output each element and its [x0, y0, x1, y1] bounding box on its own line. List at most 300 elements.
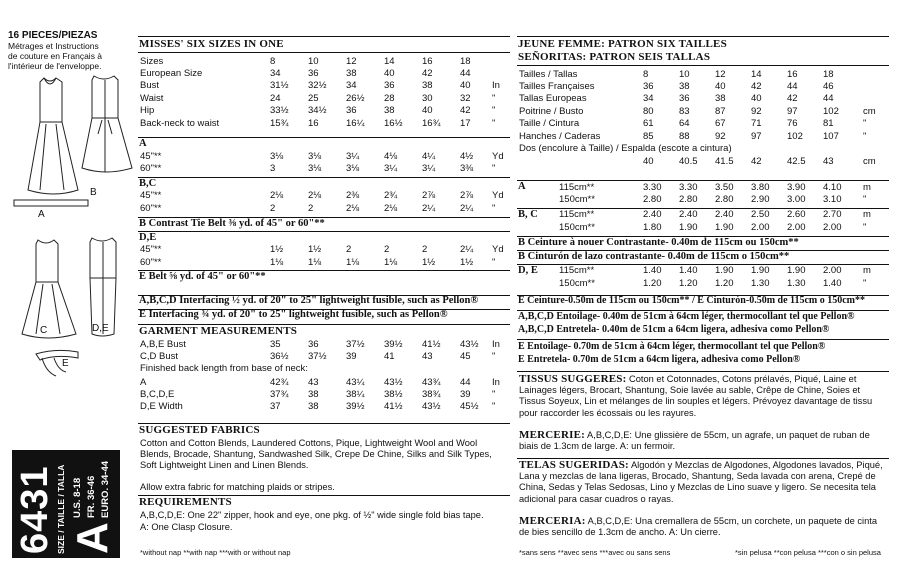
table-cell: 16: [308, 117, 319, 129]
table-cell: 43¼: [346, 376, 365, 388]
size-label: SIZE / TAILLE / TALLA: [56, 464, 66, 554]
yardage-table: [140, 190, 512, 215]
table-cell: 41: [384, 351, 395, 363]
table-cell: 38: [308, 389, 319, 401]
table-row: [140, 338, 512, 350]
table-cell: 3: [270, 163, 276, 175]
table-cell: 97: [787, 105, 798, 117]
table-cell: 2.60: [787, 209, 806, 221]
table-row: [140, 105, 512, 117]
table-row: [559, 265, 889, 277]
table-cell: 42: [751, 81, 762, 93]
table-cell: 42: [751, 155, 762, 167]
table-row: [559, 209, 889, 221]
table-cell: 3.30: [643, 181, 662, 193]
table-row: [140, 350, 512, 362]
table-cell: 3.10: [823, 194, 842, 206]
table-cell: [492, 67, 512, 79]
table-cell: 36: [346, 105, 357, 117]
table-cell: 34: [346, 80, 357, 92]
table-cell: 2.00: [823, 265, 842, 277]
garment-sketches: [6, 72, 134, 402]
table-cell: 92: [751, 105, 762, 117]
table-cell: 3¼: [384, 163, 398, 175]
jeune-title-es: SEÑORITAS: PATRON SEIS TALLAS: [518, 51, 711, 63]
table-cell: 42¾: [270, 376, 289, 388]
table-cell: 1½: [422, 256, 436, 268]
table-cell: 46: [823, 81, 834, 93]
view-label: A: [518, 181, 526, 192]
table-cell: 12: [346, 55, 357, 67]
table-cell: 81: [823, 118, 834, 130]
table-cell: 14: [384, 55, 395, 67]
row-label: B,C,D,E: [140, 389, 175, 401]
table-cell: 32: [460, 92, 471, 104]
table-row: [140, 388, 512, 400]
table-cell: 38: [422, 80, 433, 92]
table-row: [519, 105, 889, 117]
fabric-width: 60"**: [140, 202, 162, 214]
table-cell: 43½: [384, 376, 403, 388]
table-cell: 14: [751, 68, 762, 80]
table-cell: 88: [679, 130, 690, 142]
table-cell: 1⅛: [384, 256, 398, 268]
table-cell: 1⅛: [346, 256, 360, 268]
table-cell: 97: [751, 130, 762, 142]
table-row: [140, 67, 512, 79]
table-cell: 41½: [422, 338, 441, 350]
row-label: Tailles Françaises: [519, 81, 595, 93]
table-cell: 3⅛: [346, 163, 360, 175]
table-cell: 16¾: [422, 117, 441, 129]
table-row: [140, 80, 512, 92]
euro-sizes: EURO. 34-44: [100, 460, 111, 518]
row-label: Back-neck to waist: [140, 117, 220, 129]
table-cell: 36: [643, 81, 654, 93]
view-label: B Ceinture à nouer Contrastante- 0.40m de 115cm ou 150cm**: [518, 236, 799, 248]
table-cell: 1.90: [715, 221, 734, 233]
table-cell: 3⅛: [270, 150, 284, 162]
table-cell: Yd: [492, 244, 504, 256]
entretela-abcd: A,B,C,D Entretela- 0.40m de 51cm a 64cm ligera, adhesiva como Pellon®: [518, 324, 830, 335]
table-cell: 87: [715, 105, 726, 117]
entretela-e: E Entretela- 0.70m de 51cm a 64cm ligera, adhesiva como Pellon®: [518, 354, 801, 365]
table-cell: ": [863, 130, 867, 142]
table-row: [519, 130, 889, 142]
entoilage-e: E Entoilage- 0.70m de 51cm à 64cm léger, thermocollant tel que Pellon®: [518, 341, 826, 352]
view-label: E Belt ⅝ yd. of 45" or 60"**: [139, 271, 266, 283]
row-label: [519, 155, 643, 167]
table-cell: 36: [308, 338, 319, 350]
table-cell: m: [863, 181, 871, 193]
table-row: [140, 190, 512, 202]
table-cell: 2.90: [751, 194, 770, 206]
table-cell: 24: [270, 92, 281, 104]
table-cell: 1.90: [679, 221, 698, 233]
table-cell: 39½: [346, 401, 365, 413]
table-cell: 76: [787, 118, 798, 130]
table-cell: 28: [384, 92, 395, 104]
table-cell: 44: [460, 376, 471, 388]
us-sizes: U.S. 8-18: [72, 477, 83, 518]
rule: [517, 339, 889, 340]
table-cell: 1⅛: [270, 256, 284, 268]
table-cell: [863, 68, 889, 80]
table-cell: 1.30: [751, 277, 770, 289]
table-cell: 39: [460, 389, 471, 401]
mercerie-text: A,B,C,D,E: Une glissière de 55cm, un agrafe, un paquet de ruban de biais de 1.3cm de large. A: un fermoir.: [519, 430, 870, 452]
table-cell: ": [492, 351, 496, 363]
table-cell: 2: [384, 244, 390, 256]
tissus-suggeres: [519, 374, 889, 419]
merceria-title: MERCERIA:: [519, 515, 586, 527]
table-cell: 3.50: [715, 181, 734, 193]
entoilage-abcd: A,B,C,D Entoilage- 0.40m de 51cm à 64cm léger, thermocollant tel que Pellon®: [518, 311, 855, 322]
table-cell: 40: [751, 93, 762, 105]
table-cell: 42.5: [787, 155, 806, 167]
table-row: [140, 202, 512, 214]
table-cell: 36: [384, 80, 395, 92]
table-cell: 85: [643, 130, 654, 142]
merceria-text: A,B,C,D,E: Una cremallera de 55cm, un corchete, un paquete de cinta de bies sencillo de 1.3cm de ancho. A: Un cierre.: [519, 516, 878, 538]
requirements-a: A: One Clasp Closure.: [140, 522, 233, 532]
requirements-title: REQUIREMENTS: [139, 496, 232, 508]
row-label: D,E Width: [140, 401, 183, 413]
fr-sizes: FR. 36-46: [86, 475, 97, 518]
fabric-width: 45"**: [140, 150, 162, 162]
view-label: A: [139, 138, 147, 149]
telas-sugeridas: [519, 460, 889, 505]
figure-label-b: B: [90, 187, 97, 198]
table-cell: 80: [643, 105, 654, 117]
table-cell: 1.90: [751, 265, 770, 277]
table-cell: 10: [308, 55, 319, 67]
table-cell: ": [863, 277, 867, 289]
view-label: B, C: [518, 208, 538, 220]
table-cell: 12: [715, 68, 726, 80]
table-cell: 16¼: [346, 117, 365, 129]
table-cell: 1.40: [643, 265, 662, 277]
table-cell: 43: [308, 376, 319, 388]
view-a-sketch: [28, 78, 78, 194]
jeune-size-table: [519, 68, 889, 142]
table-cell: 38: [384, 105, 395, 117]
table-cell: 45: [460, 351, 471, 363]
view-de-sketch: [90, 238, 116, 336]
table-cell: 2: [308, 202, 314, 214]
table-cell: 36: [308, 68, 319, 80]
table-cell: 34: [270, 68, 281, 80]
table-cell: 34: [643, 93, 654, 105]
table-cell: 1½: [308, 244, 322, 256]
pieces-count: 16 PIECES/PIEZAS: [8, 30, 98, 41]
table-cell: 38: [715, 93, 726, 105]
row-label: Tallas Europeas: [519, 93, 587, 105]
table-cell: 36½: [270, 351, 289, 363]
table-row: [519, 80, 889, 92]
table-cell: 2¼: [460, 202, 474, 214]
view-label: B Contrast Tie Belt ⅜ yd. of 45" or 60"**: [139, 217, 325, 229]
telas-text: Algodón y Mezclas de Algodones, Algodones lavados, Piqué, Lana y mezclas de lana ligeras, Brocado, Shantung, Seda lavada con arena, Crepé de China, Sedas y Telas Sedosas, Lino y Mezclas de Lino suave y ligero. Se necesita tela adicional para casar cuadros o rayas.: [519, 460, 883, 504]
garment-measurements-title: GARMENT MEASUREMENTS: [139, 325, 298, 337]
table-cell: 2¼: [422, 202, 436, 214]
table-cell: 37½: [346, 338, 365, 350]
requirements-abcde: A,B,C,D,E: One 22" zipper, hook and eye, one pkg. of ½" wide single fold bias tape.: [140, 510, 484, 520]
view-label: B,C: [139, 177, 157, 189]
table-cell: 4⅛: [384, 150, 398, 162]
figure-label-de: D,E: [92, 323, 109, 334]
table-row: [140, 162, 512, 174]
rule: [517, 371, 889, 372]
fabric-width: 45"**: [140, 244, 162, 256]
row-label: Taille / Cintura: [519, 118, 580, 130]
table-cell: ": [863, 221, 867, 233]
table-cell: 15¾: [270, 117, 289, 129]
dos-table: [519, 155, 889, 167]
table-cell: 83: [679, 105, 690, 117]
mercerie: [519, 430, 889, 452]
yardage-table: [140, 244, 512, 269]
table-row: [519, 118, 889, 130]
table-cell: 2.70: [823, 209, 842, 221]
table-cell: In: [492, 80, 500, 92]
row-label: C,D Bust: [140, 351, 179, 363]
jeune-title-fr: JEUNE FEMME: PATRON SIX TAILLES: [518, 38, 727, 50]
table-cell: 2.40: [643, 209, 662, 221]
table-cell: 38½: [384, 389, 403, 401]
view-label: B Cinturón de lazo contrastante- 0.40m de 115cm o 150cm**: [518, 250, 790, 262]
row-label: Waist: [140, 92, 164, 104]
table-cell: 2⅞: [422, 190, 436, 202]
table-cell: 71: [751, 118, 762, 130]
table-cell: 8: [270, 55, 276, 67]
table-cell: 44: [787, 81, 798, 93]
table-cell: 43: [422, 351, 433, 363]
table-cell: 45½: [460, 401, 479, 413]
row-label: Poitrine / Busto: [519, 105, 584, 117]
fabric-width: 115cm**: [559, 209, 595, 221]
table-cell: 42: [787, 93, 798, 105]
table-cell: 43¾: [422, 376, 441, 388]
table-cell: 2.80: [715, 194, 734, 206]
table-row: [519, 68, 889, 80]
fabric-width: 115cm**: [559, 181, 595, 193]
table-row: [140, 244, 512, 256]
fabrics-note: Allow extra fabric for matching plaids or stripes.: [140, 482, 335, 492]
ceinture-line: E Ceinture-0.50m de 115cm ou 150cm** / E Cinturón-0.50m de 115cm o 150cm**: [518, 295, 866, 306]
table-cell: 44: [823, 93, 834, 105]
rule: [138, 231, 510, 232]
table-cell: 39½: [384, 338, 403, 350]
fabric-width: 60"**: [140, 163, 162, 175]
table-cell: 26½: [346, 92, 365, 104]
table-cell: 10: [679, 68, 690, 80]
table-cell: 2.40: [715, 209, 734, 221]
fabric-width: 150cm**: [559, 194, 595, 206]
rule: [138, 137, 510, 138]
table-cell: 37: [270, 401, 281, 413]
table-cell: 3⅛: [308, 163, 322, 175]
table-cell: 18: [823, 68, 834, 80]
table-cell: 102: [823, 105, 839, 117]
size-range-letter: A: [68, 522, 117, 554]
table-cell: 44: [460, 68, 471, 80]
garment-measurements-table: [140, 338, 512, 363]
table-row: [559, 181, 889, 193]
table-row: [140, 150, 512, 162]
table-cell: In: [492, 376, 500, 388]
table-cell: 17: [460, 117, 471, 129]
table-cell: ": [492, 163, 496, 175]
tissus-text: Coton et Cotonnades, Cotons prélavés, Piqué, Laine et Lainages légers, Brocart, Shantung, Soie lavée au sable, Crêpe de Chine, Soies et Tissus Soyeux, Lin et mélanges de lin souples et légers. Prévoyez davantage de tissu pour raccorder les écossais ou les rayures.: [519, 374, 873, 418]
row-label: Hanches / Caderas: [519, 130, 601, 142]
rule: [517, 65, 889, 66]
belt-e-sketch: [36, 350, 78, 376]
back-length-table: [140, 376, 512, 413]
table-cell: 2.00: [823, 221, 842, 233]
table-cell: 2¼: [460, 244, 474, 256]
table-cell: 2.80: [679, 194, 698, 206]
table-cell: ": [863, 194, 867, 206]
table-cell: 102: [787, 130, 803, 142]
row-label: Hip: [140, 105, 155, 117]
table-cell: 3.00: [787, 194, 806, 206]
table-row: [140, 92, 512, 104]
table-cell: 3¼: [346, 150, 360, 162]
table-cell: 25: [308, 92, 319, 104]
table-cell: 1.90: [715, 265, 734, 277]
table-cell: 1.40: [823, 277, 842, 289]
fabric-width: 150cm**: [559, 221, 595, 233]
table-cell: [863, 93, 889, 105]
table-cell: 16½: [384, 117, 403, 129]
table-cell: 1.20: [679, 277, 698, 289]
table-cell: m: [863, 265, 871, 277]
nap-footnote-fr: *sans sens **avec sens ***avec ou sans sens: [519, 548, 671, 557]
table-cell: 2: [270, 202, 276, 214]
table-row: [140, 256, 512, 268]
table-cell: Yd: [492, 150, 504, 162]
table-cell: ": [863, 118, 867, 130]
pattern-number: 6431: [14, 465, 56, 554]
table-cell: 4¼: [422, 150, 436, 162]
table-cell: 2⅛: [270, 190, 284, 202]
table-cell: 41½: [384, 401, 403, 413]
nap-footnote: *without nap **with nap ***with or without nap: [140, 548, 291, 557]
table-cell: 2⅞: [460, 190, 474, 202]
misses-title: MISSES' SIX SIZES IN ONE: [139, 38, 284, 50]
view-c-sketch: [22, 240, 76, 338]
table-cell: In: [492, 338, 500, 350]
table-cell: 16: [787, 68, 798, 80]
row-label: A,B,E Bust: [140, 338, 186, 350]
table-row: [519, 93, 889, 105]
tissus-title: TISSUS SUGGERES:: [519, 373, 627, 385]
table-cell: 40: [384, 68, 395, 80]
row-label: Sizes: [140, 55, 164, 67]
table-row: [559, 277, 889, 289]
table-cell: 40: [422, 105, 433, 117]
misses-size-table: [140, 55, 512, 129]
table-cell: 43½: [422, 401, 441, 413]
interfacing-abcd: A,B,C,D Interfacing ½ yd. of 20" to 25" lightweight fusible, such as Pellon®: [139, 295, 479, 306]
french-instructions-note: Métrages et Instructions de couture en Français à l'intérieur de l'enveloppe.: [8, 41, 103, 71]
table-cell: ": [492, 401, 496, 413]
table-cell: 2⅛: [346, 202, 360, 214]
tie-belt-sketch: [14, 200, 88, 206]
rule: [138, 177, 510, 178]
table-cell: 1⅛: [308, 256, 322, 268]
suggested-fabrics-title: SUGGESTED FABRICS: [139, 424, 260, 436]
table-cell: 3¼: [422, 163, 436, 175]
table-cell: 3⅛: [308, 150, 322, 162]
merceria: [519, 516, 889, 538]
table-cell: m: [863, 209, 871, 221]
table-cell: 2.50: [751, 209, 770, 221]
table-row: [559, 193, 889, 205]
yardage-table: [140, 150, 512, 175]
size-badge: [12, 450, 120, 558]
table-cell: Yd: [492, 190, 504, 202]
table-cell: 40.5: [679, 155, 698, 167]
table-cell: 92: [715, 130, 726, 142]
table-cell: 43: [823, 155, 834, 167]
table-cell: 2⅛: [308, 190, 322, 202]
table-cell: 1.30: [787, 277, 806, 289]
table-cell: 2.00: [751, 221, 770, 233]
yardage-table: [559, 265, 889, 290]
table-cell: 2.80: [643, 194, 662, 206]
table-cell: 41.5: [715, 155, 734, 167]
row-label: European Size: [140, 68, 203, 80]
table-cell: 34½: [308, 105, 327, 117]
table-cell: 37½: [308, 351, 327, 363]
table-cell: cm: [863, 155, 876, 167]
table-cell: 38: [308, 401, 319, 413]
table-cell: 107: [823, 130, 839, 142]
table-cell: 35: [270, 338, 281, 350]
figure-label-e: E: [62, 358, 69, 369]
table-cell: 61: [643, 118, 654, 130]
table-cell: 1½: [460, 256, 474, 268]
table-cell: 3.80: [751, 181, 770, 193]
figure-label-a: A: [38, 209, 45, 220]
table-cell: 40: [460, 80, 471, 92]
table-cell: 38: [346, 68, 357, 80]
table-row: [140, 117, 512, 129]
table-cell: 1½: [270, 244, 284, 256]
table-cell: 67: [715, 118, 726, 130]
table-cell: 38: [679, 81, 690, 93]
table-cell: 2: [422, 244, 428, 256]
yardage-table: [559, 181, 889, 206]
table-cell: cm: [863, 105, 876, 117]
mercerie-title: MERCERIE:: [519, 429, 585, 441]
table-row: [140, 55, 512, 67]
fabric-width: 45"**: [140, 190, 162, 202]
table-cell: 3.90: [787, 181, 806, 193]
table-cell: ": [492, 92, 496, 104]
table-cell: 16: [422, 55, 433, 67]
table-cell: 4½: [460, 150, 474, 162]
fabric-width: 60"**: [140, 256, 162, 268]
table-cell: 32½: [308, 80, 327, 92]
table-cell: 18: [460, 55, 471, 67]
view-label: D,E: [139, 231, 157, 243]
table-cell: 38¼: [346, 389, 365, 401]
table-cell: 3.30: [679, 181, 698, 193]
table-cell: [863, 80, 889, 92]
